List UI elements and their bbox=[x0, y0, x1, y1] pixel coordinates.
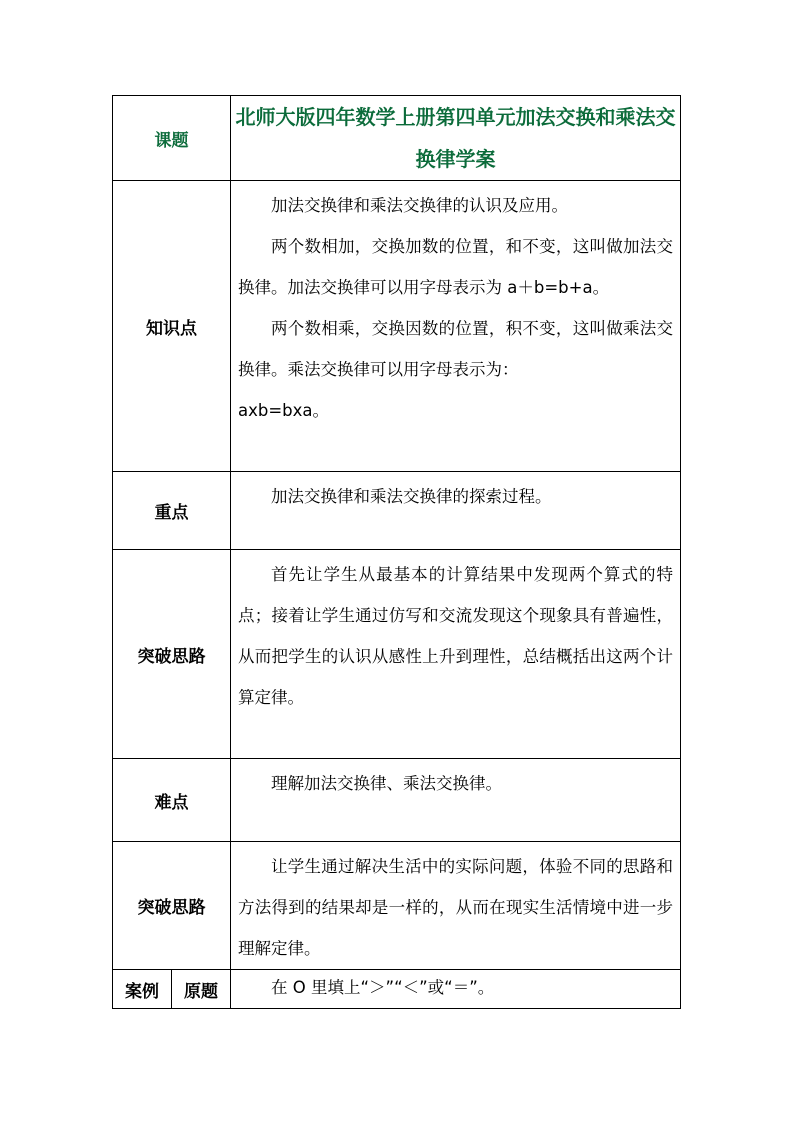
approach-label-1: 突破思路 bbox=[113, 550, 231, 759]
case-content bbox=[231, 970, 681, 1009]
original-question-label: 原题 bbox=[172, 970, 231, 1009]
approach-content-2 bbox=[231, 842, 681, 970]
knowledge-paragraph-3: 两个数相乘，交换因数的位置，积不变，这叫做乘法交换律。乘法交换律可以用字母表示为： bbox=[238, 319, 673, 379]
key-point-row bbox=[113, 472, 681, 550]
knowledge-label: 知识点 bbox=[113, 181, 231, 472]
case-label: 案例 bbox=[113, 970, 172, 1009]
difficulty-text: 理解加法交换律、乘法交换律。 bbox=[271, 774, 502, 793]
approach-row-2 bbox=[113, 842, 681, 970]
case-text: 在 O 里填上“＞”“＜”或“＝”。 bbox=[271, 978, 495, 997]
approach-text-1: 首先让学生从最基本的计算结果中发现两个算式的特点；接着让学生通过仿写和交流发现这个现象具有普遍性，从而把学生的认识从感性上升到理性，总结概括出这两个计算定律。 bbox=[238, 565, 673, 707]
knowledge-row bbox=[113, 181, 681, 472]
knowledge-paragraph-1: 加法交换律和乘法交换律的认识及应用。 bbox=[271, 196, 568, 215]
case-row bbox=[113, 970, 681, 1009]
lesson-title: 北师大版四年数学上册第四单元加法交换和乘法交换律学案 bbox=[231, 96, 681, 181]
approach-row-1 bbox=[113, 550, 681, 759]
lesson-plan-table bbox=[112, 95, 681, 1009]
knowledge-content bbox=[231, 181, 681, 472]
approach-content-1 bbox=[231, 550, 681, 759]
difficulty-label: 难点 bbox=[113, 759, 231, 842]
difficulty-row bbox=[113, 759, 681, 842]
difficulty-content bbox=[231, 759, 681, 842]
title-label: 课题 bbox=[113, 96, 231, 181]
approach-label-2: 突破思路 bbox=[113, 842, 231, 970]
knowledge-paragraph-4: axb=bxa。 bbox=[238, 401, 330, 420]
title-row bbox=[113, 96, 681, 181]
key-point-label: 重点 bbox=[113, 472, 231, 550]
key-point-content bbox=[231, 472, 681, 550]
key-point-text: 加法交换律和乘法交换律的探索过程。 bbox=[271, 487, 552, 506]
approach-text-2: 让学生通过解决生活中的实际问题，体验不同的思路和方法得到的结果却是一样的，从而在现实生活情境中进一步理解定律。 bbox=[238, 857, 673, 958]
knowledge-paragraph-2: 两个数相加，交换加数的位置，和不变，这叫做加法交换律。加法交换律可以用字母表示为 a＋b=b+a。 bbox=[238, 237, 673, 297]
